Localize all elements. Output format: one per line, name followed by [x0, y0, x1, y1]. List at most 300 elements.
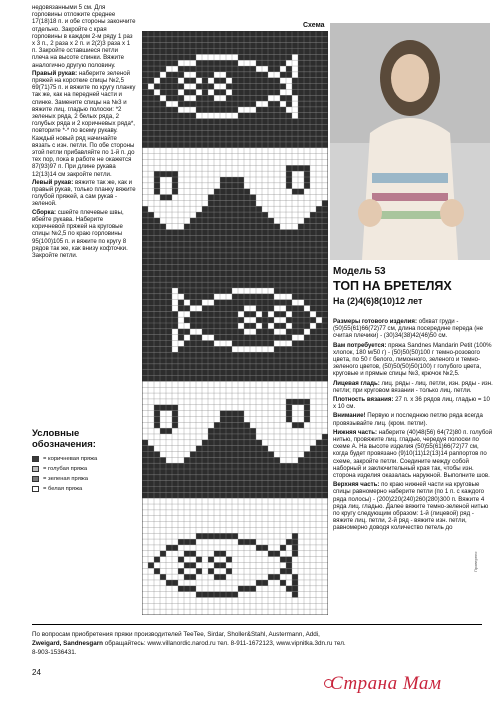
chart-cell: [244, 434, 250, 440]
chart-cell: [256, 241, 262, 247]
chart-cell: [196, 487, 202, 493]
chart-cell: [256, 469, 262, 475]
chart-cell: [148, 335, 154, 341]
chart-cell: [196, 235, 202, 241]
chart-cell: [250, 487, 256, 493]
chart-cell: [172, 492, 178, 498]
chart-cell: [244, 376, 250, 382]
chart-cell: [172, 370, 178, 376]
chart-cell: [232, 72, 238, 78]
chart-cell: [202, 352, 208, 358]
chart-cell: [250, 469, 256, 475]
chart-cell: [268, 364, 274, 370]
chart-cell: [274, 551, 280, 557]
chart-cell: [178, 469, 184, 475]
chart-cell: [172, 311, 178, 317]
chart-cell: [160, 31, 166, 37]
chart-cell: [154, 189, 160, 195]
chart-cell: [220, 346, 226, 352]
chart-cell: [262, 487, 268, 493]
chart-cell: [280, 282, 286, 288]
chart-cell: [244, 539, 250, 545]
chart-cell: [238, 259, 244, 265]
chart-cell: [262, 218, 268, 224]
chart-cell: [196, 253, 202, 259]
chart-cell: [244, 341, 250, 347]
chart-cell: [196, 43, 202, 49]
chart-cell: [262, 136, 268, 142]
chart-cell: [232, 124, 238, 130]
chart-cell: [154, 311, 160, 317]
chart-cell: [262, 469, 268, 475]
chart-cell: [166, 37, 172, 43]
chart-cell: [286, 49, 292, 55]
chart-cell: [190, 346, 196, 352]
chart-cell: [286, 288, 292, 294]
chart-cell: [172, 177, 178, 183]
legend-item: [32, 464, 136, 474]
chart-cell: [154, 84, 160, 90]
chart-cell: [292, 364, 298, 370]
chart-cell: [292, 323, 298, 329]
chart-cell: [244, 457, 250, 463]
chart-cell: [322, 224, 328, 230]
chart-cell: [190, 31, 196, 37]
chart-cell: [148, 230, 154, 236]
chart-cell: [148, 492, 154, 498]
chart-cell: [172, 230, 178, 236]
chart-cell: [304, 323, 310, 329]
chart-cell: [208, 136, 214, 142]
chart-cell: [196, 265, 202, 271]
chart-cell: [262, 89, 268, 95]
chart-cell: [202, 43, 208, 49]
chart-cell: [214, 463, 220, 469]
chart-cell: [214, 551, 220, 557]
chart-cell: [256, 580, 262, 586]
chart-cell: [304, 335, 310, 341]
chart-cell: [238, 300, 244, 306]
chart-cell: [286, 142, 292, 148]
chart-cell: [214, 492, 220, 498]
chart-cell: [220, 364, 226, 370]
chart-cell: [232, 224, 238, 230]
chart-cell: [214, 142, 220, 148]
chart-cell: [256, 451, 262, 457]
chart-cell: [208, 305, 214, 311]
chart-cell: [220, 416, 226, 422]
chart-cell: [316, 364, 322, 370]
chart-cell: [256, 136, 262, 142]
chart-cell: [142, 142, 148, 148]
chart-cell: [256, 31, 262, 37]
chart-cell: [262, 253, 268, 259]
chart-cell: [148, 119, 154, 125]
chart-cell: [238, 247, 244, 253]
chart-cell: [166, 469, 172, 475]
chart-cell: [232, 84, 238, 90]
chart-cell: [304, 487, 310, 493]
chart-cell: [292, 247, 298, 253]
chart-cell: [292, 130, 298, 136]
chart-cell: [220, 124, 226, 130]
chart-cell: [160, 171, 166, 177]
chart-cell: [142, 282, 148, 288]
chart-cell: [310, 457, 316, 463]
chart-cell: [196, 341, 202, 347]
chart-cell: [148, 364, 154, 370]
chart-cell: [238, 481, 244, 487]
chart-cell: [226, 451, 232, 457]
chart-cell: [238, 183, 244, 189]
chart-cell: [160, 37, 166, 43]
chart-cell: [268, 451, 274, 457]
chart-cell: [178, 49, 184, 55]
chart-cell: [232, 358, 238, 364]
chart-cell: [214, 446, 220, 452]
chart-cell: [268, 481, 274, 487]
chart-cell: [226, 259, 232, 265]
chart-cell: [244, 481, 250, 487]
chart-cell: [160, 457, 166, 463]
chart-cell: [172, 136, 178, 142]
chart-cell: [190, 352, 196, 358]
chart-cell: [184, 487, 190, 493]
chart-cell: [310, 300, 316, 306]
chart-cell: [160, 224, 166, 230]
chart-cell: [322, 78, 328, 84]
chart-cell: [178, 101, 184, 107]
chart-cell: [160, 101, 166, 107]
chart-cell: [208, 323, 214, 329]
chart-cell: [256, 545, 262, 551]
chart-cell: [322, 72, 328, 78]
chart-cell: [232, 370, 238, 376]
chart-cell: [250, 253, 256, 259]
chart-cell: [172, 463, 178, 469]
chart-cell: [226, 288, 232, 294]
chart-cell: [268, 335, 274, 341]
chart-cell: [166, 89, 172, 95]
chart-cell: [292, 142, 298, 148]
chart-cell: [256, 352, 262, 358]
chart-cell: [256, 376, 262, 382]
chart-cell: [190, 43, 196, 49]
chart-cell: [274, 101, 280, 107]
chart-cell: [232, 78, 238, 84]
chart-cell: [148, 212, 154, 218]
chart-cell: [310, 124, 316, 130]
chart-cell: [304, 54, 310, 60]
chart-cell: [286, 95, 292, 101]
chart-cell: [322, 241, 328, 247]
chart-cell: [310, 346, 316, 352]
chart-cell: [244, 265, 250, 271]
chart-cell: [196, 457, 202, 463]
chart-cell: [244, 358, 250, 364]
chart-cell: [172, 171, 178, 177]
chart-cell: [226, 206, 232, 212]
chart-cell: [274, 130, 280, 136]
chart-cell: [220, 457, 226, 463]
chart-cell: [154, 422, 160, 428]
chart-cell: [190, 358, 196, 364]
chart-cell: [250, 539, 256, 545]
chart-cell: [196, 224, 202, 230]
chart-cell: [286, 270, 292, 276]
chart-cell: [316, 352, 322, 358]
chart-cell: [184, 358, 190, 364]
chart-cell: [226, 422, 232, 428]
chart-cell: [310, 364, 316, 370]
chart-cell: [178, 136, 184, 142]
chart-cell: [292, 89, 298, 95]
chart-cell: [184, 124, 190, 130]
chart-cell: [148, 270, 154, 276]
chart-cell: [304, 346, 310, 352]
chart-cell: [304, 282, 310, 288]
chart-cell: [196, 568, 202, 574]
chart-cell: [316, 212, 322, 218]
chart-cell: [238, 31, 244, 37]
chart-cell: [274, 481, 280, 487]
chart-cell: [190, 475, 196, 481]
chart-cell: [250, 259, 256, 265]
chart-cell: [184, 352, 190, 358]
chart-cell: [154, 487, 160, 493]
chart-cell: [160, 195, 166, 201]
chart-cell: [142, 54, 148, 60]
chart-cell: [160, 370, 166, 376]
chart-cell: [238, 101, 244, 107]
chart-cell: [184, 37, 190, 43]
chart-cell: [244, 66, 250, 72]
chart-cell: [142, 259, 148, 265]
chart-cell: [214, 346, 220, 352]
chart-cell: [154, 352, 160, 358]
chart-cell: [148, 78, 154, 84]
model-name: ТОП НА БРЕТЕЛЯХ: [333, 279, 452, 293]
chart-cell: [142, 235, 148, 241]
chart-cell: [190, 574, 196, 580]
chart-cell: [316, 329, 322, 335]
chart-cell: [142, 370, 148, 376]
chart-cell: [298, 101, 304, 107]
chart-cell: [316, 469, 322, 475]
chart-cell: [160, 492, 166, 498]
chart-cell: [214, 60, 220, 66]
chart-cell: [322, 294, 328, 300]
chart-cell: [262, 481, 268, 487]
chart-cell: [166, 352, 172, 358]
chart-cell: [286, 124, 292, 130]
chart-cell: [160, 335, 166, 341]
chart-cell: [148, 481, 154, 487]
chart-cell: [184, 89, 190, 95]
chart-cell: [214, 265, 220, 271]
chart-cell: [178, 329, 184, 335]
chart-cell: [202, 487, 208, 493]
chart-cell: [208, 492, 214, 498]
chart-cell: [322, 288, 328, 294]
chart-cell: [316, 206, 322, 212]
chart-cell: [184, 265, 190, 271]
chart-cell: [232, 335, 238, 341]
chart-cell: [310, 376, 316, 382]
chart-cell: [142, 241, 148, 247]
chart-cell: [202, 31, 208, 37]
chart-cell: [142, 440, 148, 446]
chart-cell: [226, 416, 232, 422]
chart-cell: [256, 276, 262, 282]
chart-cell: [148, 241, 154, 247]
chart-cell: [274, 457, 280, 463]
chart-cell: [208, 119, 214, 125]
chart-cell: [262, 142, 268, 148]
chart-cell: [226, 311, 232, 317]
right-paragraph: Размеры готового изделия: обхват груди - (50)55(61)66(72)77 см, длина посередине переда (не считая плечики) - (30)34(38)42(46)50 см.: [333, 318, 484, 340]
chart-cell: [184, 562, 190, 568]
chart-cell: [142, 206, 148, 212]
chart-cell: [250, 95, 256, 101]
chart-cell: [310, 276, 316, 282]
chart-cell: [172, 481, 178, 487]
chart-cell: [202, 592, 208, 598]
chart-cell: [196, 492, 202, 498]
chart-cell: [232, 352, 238, 358]
chart-cell: [154, 113, 160, 119]
chart-cell: [196, 218, 202, 224]
chart-cell: [214, 323, 220, 329]
chart-cell: [316, 230, 322, 236]
chart-cell: [298, 119, 304, 125]
chart-cell: [208, 107, 214, 113]
chart-cell: [172, 124, 178, 130]
chart-cell: [310, 218, 316, 224]
chart-cell: [190, 282, 196, 288]
chart-cell: [262, 446, 268, 452]
chart-cell: [286, 136, 292, 142]
chart-cell: [220, 592, 226, 598]
chart-cell: [142, 49, 148, 55]
chart-cell: [172, 113, 178, 119]
chart-cell: [262, 294, 268, 300]
chart-cell: [178, 54, 184, 60]
footer-line-2: Zweigard, Sandnesgarn обращайтесь: www.villanordic.narod.ru тел. 8-911-1672123, www.vipnitka.3dn.ru тел.: [32, 640, 346, 647]
chart-cell: [268, 352, 274, 358]
chart-cell: [322, 107, 328, 113]
chart-cell: [304, 142, 310, 148]
chart-cell: [256, 235, 262, 241]
chart-cell: [244, 31, 250, 37]
chart-cell: [226, 492, 232, 498]
chart-cell: [310, 119, 316, 125]
chart-cell: [190, 317, 196, 323]
chart-cell: [304, 89, 310, 95]
chart-cell: [208, 481, 214, 487]
chart-cell: [172, 358, 178, 364]
chart-cell: [250, 364, 256, 370]
right-paragraph-heading: Нижняя часть:: [333, 428, 378, 436]
chart-cell: [154, 358, 160, 364]
chart-cell: [244, 463, 250, 469]
chart-cell: [322, 300, 328, 306]
chart-cell: [196, 259, 202, 265]
chart-cell: [208, 206, 214, 212]
chart-cell: [214, 364, 220, 370]
chart-cell: [304, 358, 310, 364]
chart-cell: [160, 329, 166, 335]
chart-cell: [160, 66, 166, 72]
chart-cell: [214, 288, 220, 294]
chart-cell: [274, 136, 280, 142]
chart-cell: [310, 492, 316, 498]
chart-cell: [268, 218, 274, 224]
chart-cell: [214, 259, 220, 265]
chart-cell: [280, 136, 286, 142]
chart-cell: [244, 247, 250, 253]
chart-cell: [298, 54, 304, 60]
chart-cell: [268, 282, 274, 288]
chart-cell: [166, 136, 172, 142]
chart-cell: [238, 446, 244, 452]
chart-cell: [142, 469, 148, 475]
chart-cell: [322, 212, 328, 218]
chart-cell: [238, 89, 244, 95]
chart-cell: [178, 568, 184, 574]
chart-cell: [262, 492, 268, 498]
right-paragraph: Нижняя часть: наберите (40)48(56) 64(72)80 п. голубой нитью, провяжите лиц. гладью, чередуя полоски по схеме А. На высоте изделия (50)55(61)66(72)77 см, когда будет провязано (9)10(11)12(13)14 раппортов по схеме, закройте петли. Соедините между собой наборный и заключительный края так, чтобы изн. сторона изделия оказалась наружной. Выполните шов.: [333, 428, 493, 480]
chart-cell: [148, 247, 154, 253]
chart-cell: [220, 428, 226, 434]
chart-cell: [286, 253, 292, 259]
chart-cell: [220, 136, 226, 142]
chart-cell: [316, 346, 322, 352]
chart-cell: [220, 212, 226, 218]
chart-cell: [238, 84, 244, 90]
chart-cell: [142, 311, 148, 317]
chart-cell: [226, 230, 232, 236]
chart-cell: [256, 212, 262, 218]
chart-cell: [292, 230, 298, 236]
chart-cell: [172, 270, 178, 276]
chart-cell: [304, 31, 310, 37]
chart-cell: [316, 475, 322, 481]
legend-swatch: [32, 456, 39, 462]
chart-cell: [214, 300, 220, 306]
chart-cell: [154, 60, 160, 66]
chart-cell: [226, 72, 232, 78]
chart-cell: [256, 335, 262, 341]
chart-cell: [292, 241, 298, 247]
chart-cell: [226, 37, 232, 43]
chart-cell: [322, 43, 328, 49]
chart-cell: [316, 136, 322, 142]
chart-cell: [166, 253, 172, 259]
chart-cell: [292, 253, 298, 259]
chart-cell: [178, 113, 184, 119]
chart-cell: [232, 265, 238, 271]
chart-cell: [226, 276, 232, 282]
chart-cell: [184, 586, 190, 592]
chart-cell: [274, 282, 280, 288]
chart-cell: [142, 31, 148, 37]
chart-cell: [268, 551, 274, 557]
chart-cell: [196, 276, 202, 282]
chart-cell: [250, 492, 256, 498]
chart-cell: [220, 259, 226, 265]
chart-cell: [184, 276, 190, 282]
